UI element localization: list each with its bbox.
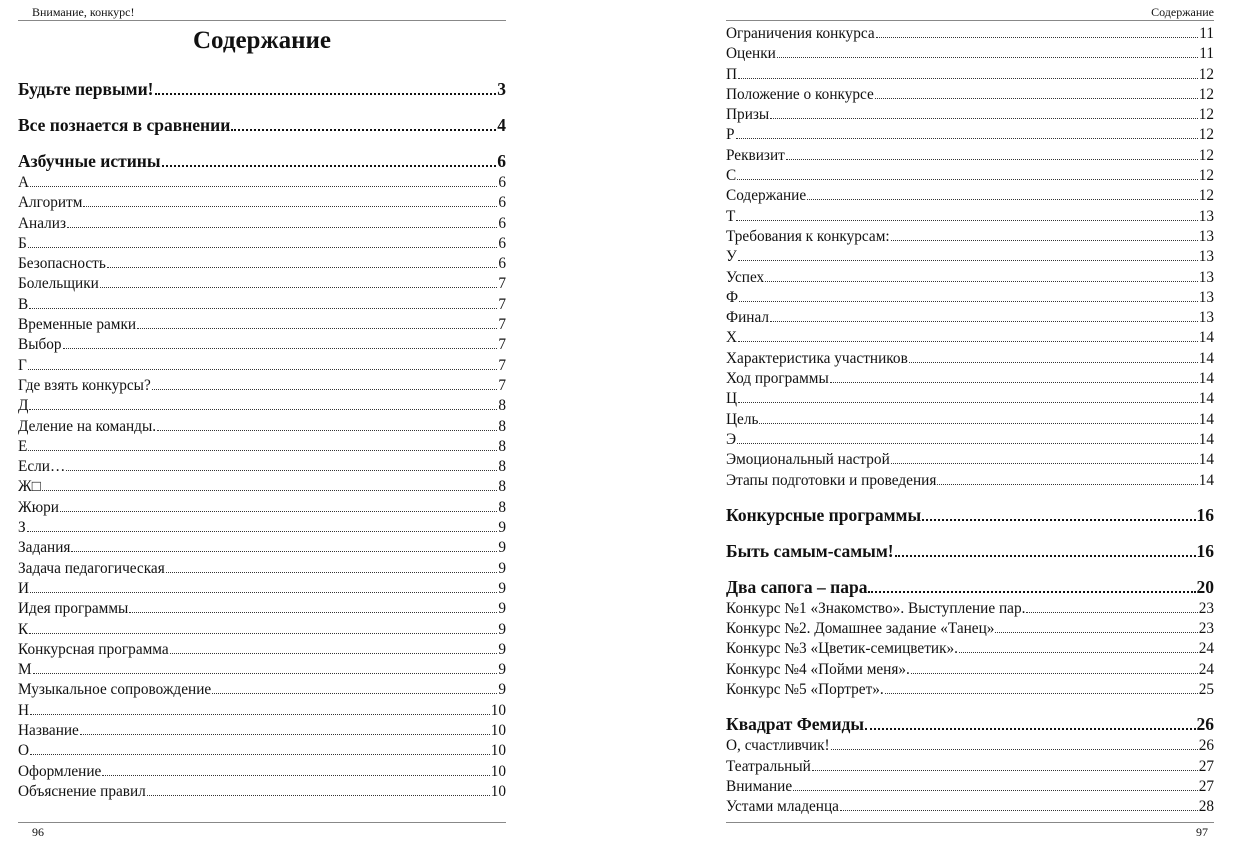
dot-leader <box>29 308 497 309</box>
header-rule <box>726 20 1214 21</box>
toc-entry <box>18 396 506 416</box>
toc-entry-page: 12 <box>1198 126 1214 144</box>
toc-entry-page: 24 <box>1198 640 1214 658</box>
running-head: Содержание <box>1151 5 1214 19</box>
toc-entry-page: 10 <box>490 762 506 780</box>
toc-entry <box>18 620 506 640</box>
dot-leader <box>759 423 1197 424</box>
toc-entry-page: 9 <box>498 559 506 577</box>
toc-entry-label: Конкурсная программа <box>18 640 169 658</box>
toc-entry-page: 14 <box>1198 329 1214 347</box>
toc-entry-page: 9 <box>498 640 506 658</box>
toc-entry-label: Квадрат Фемиды <box>726 714 865 735</box>
toc-entry-label: Призы <box>726 106 770 124</box>
toc-entry-label: Оценки <box>726 45 776 63</box>
toc-entry <box>726 24 1214 44</box>
dot-leader <box>911 673 1198 674</box>
toc-entry <box>726 410 1214 430</box>
dot-leader <box>865 728 1195 730</box>
toc-entry <box>18 193 506 213</box>
toc-entry-page: 12 <box>1198 146 1214 164</box>
toc-entry-page: 9 <box>498 519 506 537</box>
toc-entry-page: 7 <box>498 376 506 394</box>
toc-entry-page: 28 <box>1198 798 1214 816</box>
toc-entry-page: 27 <box>1198 757 1214 775</box>
toc-section-entry <box>18 78 506 101</box>
toc-entry-page: 14 <box>1198 390 1214 408</box>
toc-entry-page: 9 <box>498 620 506 638</box>
dot-leader <box>30 714 490 715</box>
toc-entry-label: Алгоритм <box>18 194 83 212</box>
dot-leader <box>995 632 1197 633</box>
toc-entry <box>18 295 506 315</box>
toc-entry <box>726 777 1214 797</box>
toc-entry <box>726 146 1214 166</box>
toc-entry <box>18 274 506 294</box>
toc-entry <box>18 579 506 599</box>
page-number: 97 <box>1196 825 1208 839</box>
dot-leader <box>63 348 498 349</box>
toc-entry-label: Ц <box>726 390 738 408</box>
toc-entry <box>726 247 1214 267</box>
toc-section-entry <box>726 504 1214 527</box>
toc-entry-label: Содержание <box>726 187 807 205</box>
toc-entry-label: Азбучные истины <box>18 151 161 171</box>
toc-entry <box>18 234 506 254</box>
dot-leader <box>765 281 1197 282</box>
toc-entry-page: 14 <box>1198 430 1214 448</box>
toc-entry-page: 9 <box>498 681 506 699</box>
toc-entry <box>726 288 1214 308</box>
dot-leader <box>807 199 1198 200</box>
toc-entry-page: 8 <box>498 437 506 455</box>
toc-entry <box>726 736 1214 756</box>
toc-entry <box>726 166 1214 186</box>
toc-entry <box>726 308 1214 328</box>
toc-entry <box>18 437 506 457</box>
toc-entry-page: 13 <box>1198 288 1214 306</box>
toc-entry <box>18 559 506 579</box>
dot-leader <box>28 450 497 451</box>
toc-entry <box>18 376 506 396</box>
toc-entry-label: Успех <box>726 268 765 286</box>
toc-entry-page: 12 <box>1198 65 1214 83</box>
toc-entry-page: 9 <box>498 600 506 618</box>
toc-entry-label: Реквизит <box>726 146 785 164</box>
dot-leader <box>922 519 1195 521</box>
toc-entry-page: 8 <box>498 417 506 435</box>
toc-entry <box>18 356 506 376</box>
toc-entry <box>18 315 506 335</box>
header-rule <box>18 20 506 21</box>
dot-leader <box>738 260 1198 261</box>
toc-entry-label: Положение о конкурсе <box>726 85 874 103</box>
toc-entry-label: Конкурс №3 «Цветик-семицветик». <box>726 640 959 658</box>
dot-leader <box>102 775 489 776</box>
toc-section-entry <box>726 713 1214 736</box>
dot-leader <box>30 592 497 593</box>
toc-entry-page: 6 <box>498 194 506 212</box>
toc-entry-page: 10 <box>490 722 506 740</box>
toc-list <box>18 78 506 802</box>
toc-section-entry <box>18 114 506 137</box>
dot-leader <box>736 138 1198 139</box>
toc-entry-label: Безопасность <box>18 255 106 273</box>
toc-entry-page: 24 <box>1198 660 1214 678</box>
toc-entry <box>18 680 506 700</box>
toc-entry-label: Эмоциональный настрой <box>726 451 890 469</box>
toc-entry-label: Конкурс №4 «Пойми меня». <box>726 660 910 678</box>
toc-entry <box>18 640 506 660</box>
toc-entry-page: 12 <box>1198 167 1214 185</box>
toc-entry-label: Т <box>726 207 736 225</box>
toc-entry-page: 11 <box>1199 25 1214 42</box>
toc-entry-label: Требования к конкурсам: <box>726 227 890 245</box>
dot-leader <box>27 531 498 532</box>
toc-entry-page: 14 <box>1198 471 1214 489</box>
toc-entry <box>18 498 506 518</box>
toc-entry-label: Идея программы <box>18 600 129 618</box>
toc-entry-label: Временные рамки <box>18 316 137 334</box>
toc-entry-label: О, счастливчик! <box>726 737 830 755</box>
dot-leader <box>738 341 1198 342</box>
toc-entry-page: 26 <box>1198 737 1214 755</box>
dot-leader <box>737 443 1198 444</box>
footer-rule <box>726 822 1214 823</box>
dot-leader <box>231 129 496 131</box>
dot-leader <box>170 653 498 654</box>
toc-entry-label: Задания <box>18 539 71 557</box>
toc-entry-page: 23 <box>1198 620 1214 638</box>
toc-entry-page: 14 <box>1198 451 1214 469</box>
left-page <box>18 0 506 842</box>
dot-leader <box>166 572 498 573</box>
dot-leader <box>891 240 1198 241</box>
toc-entry-label: Где взять конкурсы? <box>18 376 151 394</box>
toc-entry-label: Деление на команды. <box>18 417 157 435</box>
toc-entry-page: 20 <box>1196 576 1214 597</box>
dot-leader <box>793 790 1198 791</box>
toc-entry-page: 9 <box>498 661 506 679</box>
toc-entry <box>726 369 1214 389</box>
toc-entry-page: 14 <box>1198 370 1214 388</box>
toc-entry <box>726 660 1214 680</box>
toc-entry-label: Ф <box>726 288 739 306</box>
running-head: Внимание, конкурс! <box>32 5 135 19</box>
toc-entry-label: И <box>18 579 30 597</box>
page-number: 96 <box>32 825 44 839</box>
dot-leader <box>67 227 497 228</box>
dot-leader <box>30 186 497 187</box>
toc-entry <box>726 268 1214 288</box>
toc-entry-page: 6 <box>498 214 506 232</box>
toc-entry-label: Будьте первыми! <box>18 79 154 99</box>
toc-entry-page: 13 <box>1198 268 1214 286</box>
toc-entry-page: 10 <box>490 742 506 760</box>
dot-leader <box>909 362 1198 363</box>
toc-entry-page: 12 <box>1198 187 1214 205</box>
toc-entry-label: В <box>18 295 29 313</box>
toc-entry-page: 13 <box>1198 207 1214 225</box>
toc-entry <box>18 254 506 274</box>
toc-entry-label: Анализ <box>18 214 67 232</box>
right-page <box>726 0 1214 842</box>
toc-entry-label: Устами младенца <box>726 798 839 816</box>
toc-entry-label: Б <box>18 234 27 252</box>
dot-leader <box>83 206 497 207</box>
dot-leader <box>30 754 490 755</box>
dot-leader <box>29 409 497 410</box>
dot-leader <box>738 78 1198 79</box>
toc-entry <box>726 430 1214 450</box>
toc-entry-page: 12 <box>1198 106 1214 124</box>
toc-entry-page: 8 <box>498 498 506 516</box>
toc-entry-label: С <box>726 167 737 185</box>
toc-entry <box>18 741 506 761</box>
dot-leader <box>137 328 497 329</box>
dot-leader <box>28 247 498 248</box>
toc-entry <box>18 782 506 802</box>
toc-entry-page: 4 <box>497 115 506 135</box>
toc-section-entry <box>726 576 1214 599</box>
toc-entry-label: Конкурс №1 «Знакомство». Выступление пар. <box>726 599 1026 617</box>
toc-entry-label: Театральный <box>726 757 811 775</box>
dot-leader <box>33 673 498 674</box>
dot-leader <box>937 484 1197 485</box>
toc-entry-page: 16 <box>1196 540 1214 561</box>
toc-entry <box>18 477 506 497</box>
toc-entry-label: Два сапога – пара <box>726 576 868 597</box>
dot-leader <box>29 633 497 634</box>
toc-entry <box>18 335 506 355</box>
toc-entry-page: 9 <box>498 539 506 557</box>
toc-entry <box>726 349 1214 369</box>
toc-entry-label: Все познается в сравнении <box>18 115 231 135</box>
toc-section-entry <box>18 150 506 173</box>
dot-leader <box>1026 612 1197 613</box>
toc-entry-page: 11 <box>1199 45 1214 63</box>
toc-entry-page: 12 <box>1198 85 1214 103</box>
toc-entry-label: Х <box>726 329 738 347</box>
toc-entry-label: Болельщики <box>18 275 99 293</box>
dot-leader <box>80 734 490 735</box>
toc-entry-page: 10 <box>490 701 506 719</box>
toc-entry <box>18 457 506 477</box>
dot-leader <box>28 369 498 370</box>
toc-entry <box>18 214 506 234</box>
dot-leader <box>840 810 1198 811</box>
toc-entry <box>726 757 1214 777</box>
toc-entry-label: Ход программы <box>726 370 829 388</box>
toc-entry <box>726 186 1214 206</box>
dot-leader <box>959 652 1198 653</box>
footer-rule <box>18 822 506 823</box>
toc-entry-page: 27 <box>1198 777 1214 795</box>
toc-entry <box>726 619 1214 639</box>
dot-leader <box>770 321 1198 322</box>
toc-entry-label: Р <box>726 126 735 144</box>
dot-leader <box>739 301 1198 302</box>
dot-leader <box>891 463 1198 464</box>
dot-leader <box>895 555 1196 557</box>
toc-entry <box>18 721 506 741</box>
toc-entry-label: М <box>18 661 32 679</box>
dot-leader <box>737 179 1198 180</box>
dot-leader <box>60 511 497 512</box>
toc-entry <box>18 417 506 437</box>
dot-leader <box>736 220 1197 221</box>
toc-entry-page: 26 <box>1196 714 1214 735</box>
toc-entry-label: Цель <box>726 410 759 428</box>
dot-leader <box>157 430 497 431</box>
toc-entry-label: Ограничения конкурса <box>726 25 875 42</box>
toc-entry-label: О <box>18 742 30 760</box>
toc-entry-label: Внимание <box>726 777 793 795</box>
dot-leader <box>162 165 497 167</box>
dot-leader <box>100 287 497 288</box>
toc-entry-label: Конкурсные программы <box>726 504 922 525</box>
toc-entry-label: Е <box>18 437 28 455</box>
toc-entry-label: Выбор <box>18 336 62 354</box>
dot-leader <box>868 591 1195 593</box>
dot-leader <box>830 382 1198 383</box>
toc-entry-page: 7 <box>498 336 506 354</box>
toc-entry-page: 14 <box>1198 349 1214 367</box>
toc-entry <box>726 227 1214 247</box>
toc-entry <box>726 207 1214 227</box>
toc-entry-label: Э <box>726 430 737 448</box>
toc-entry-page: 7 <box>498 316 506 334</box>
toc-entry <box>726 639 1214 659</box>
toc-entry-page: 23 <box>1198 599 1214 617</box>
toc-entry-label: Д <box>18 397 29 415</box>
toc-entry <box>726 85 1214 105</box>
toc-entry-page: 25 <box>1198 681 1214 699</box>
toc-entry <box>726 450 1214 470</box>
toc-entry-page: 7 <box>498 356 506 374</box>
dot-leader <box>738 402 1198 403</box>
toc-list <box>726 24 1214 818</box>
toc-entry <box>726 797 1214 817</box>
toc-entry <box>726 65 1214 85</box>
toc-entry <box>18 518 506 538</box>
toc-entry-label: Этапы подготовки и проведения <box>726 471 937 489</box>
toc-entry-page: 6 <box>498 255 506 273</box>
toc-entry-page: 8 <box>498 397 506 415</box>
toc-entry-page: 13 <box>1198 309 1214 327</box>
dot-leader <box>212 693 497 694</box>
toc-entry-label: П <box>726 65 738 83</box>
toc-entry-label: Н <box>18 701 30 719</box>
toc-entry-page: 6 <box>498 174 506 191</box>
toc-entry <box>18 173 506 193</box>
toc-entry-label: Название <box>18 722 79 740</box>
toc-entry-label: Характеристика участников <box>726 349 908 367</box>
dot-leader <box>155 93 497 95</box>
toc-entry-label: Конкурс №5 «Портрет». <box>726 681 884 699</box>
toc-entry-label: Объяснение правил <box>18 782 146 800</box>
toc-entry-label: Быть самым-самым! <box>726 540 894 561</box>
toc-entry-page: 16 <box>1196 504 1214 525</box>
toc-entry-label: Г <box>18 356 27 374</box>
dot-leader <box>152 389 498 390</box>
toc-entry-page: 8 <box>498 458 506 476</box>
dot-leader <box>777 57 1198 58</box>
toc-entry-page: 10 <box>490 782 506 800</box>
toc-entry <box>726 471 1214 491</box>
toc-entry <box>726 105 1214 125</box>
toc-entry <box>18 538 506 558</box>
toc-entry-label: Музыкальное сопровождение <box>18 681 212 699</box>
toc-entry-page: 6 <box>498 234 506 252</box>
dot-leader <box>786 159 1198 160</box>
toc-entry-label: Оформление <box>18 762 102 780</box>
toc-entry <box>18 660 506 680</box>
toc-entry-label: Задача педагогическая <box>18 559 165 577</box>
toc-entry-label: К <box>18 620 29 638</box>
toc-entry-page: 6 <box>497 151 506 171</box>
dot-leader <box>885 693 1198 694</box>
dot-leader <box>770 118 1198 119</box>
toc-entry <box>726 389 1214 409</box>
toc-entry-label: Ж□ <box>18 478 41 496</box>
toc-entry-label: З <box>18 519 26 537</box>
toc-entry-label: У <box>726 248 737 266</box>
dot-leader <box>875 98 1198 99</box>
toc-entry-page: 7 <box>498 275 506 293</box>
toc-entry-page: 7 <box>498 295 506 313</box>
toc-entry-page: 8 <box>498 478 506 496</box>
toc-entry-label: Конкурс №2. Домашнее задание «Танец» <box>726 620 995 638</box>
dot-leader <box>66 470 497 471</box>
toc-entry-page: 9 <box>498 579 506 597</box>
dot-leader <box>876 37 1199 38</box>
toc-title: Содержание <box>192 27 331 54</box>
toc-entry <box>18 701 506 721</box>
toc-entry-page: 14 <box>1198 410 1214 428</box>
dot-leader <box>129 612 497 613</box>
toc-entry <box>18 599 506 619</box>
toc-entry <box>726 125 1214 145</box>
toc-entry-page: 13 <box>1198 227 1214 245</box>
toc-entry <box>18 762 506 782</box>
dot-leader <box>812 770 1198 771</box>
toc-entry-page: 13 <box>1198 248 1214 266</box>
toc-entry-label: Если… <box>18 458 66 476</box>
dot-leader <box>71 551 497 552</box>
toc-entry-label: Жюри <box>18 498 59 516</box>
toc-entry <box>726 599 1214 619</box>
dot-leader <box>147 795 490 796</box>
dot-leader <box>107 267 498 268</box>
toc-entry <box>726 680 1214 700</box>
toc-entry <box>726 44 1214 64</box>
toc-entry-label: А <box>18 174 30 191</box>
dot-leader <box>831 749 1198 750</box>
toc-entry <box>726 328 1214 348</box>
toc-entry-label: Финал <box>726 309 770 327</box>
toc-section-entry <box>726 540 1214 563</box>
dot-leader <box>42 490 497 491</box>
toc-entry-page: 3 <box>497 79 506 99</box>
